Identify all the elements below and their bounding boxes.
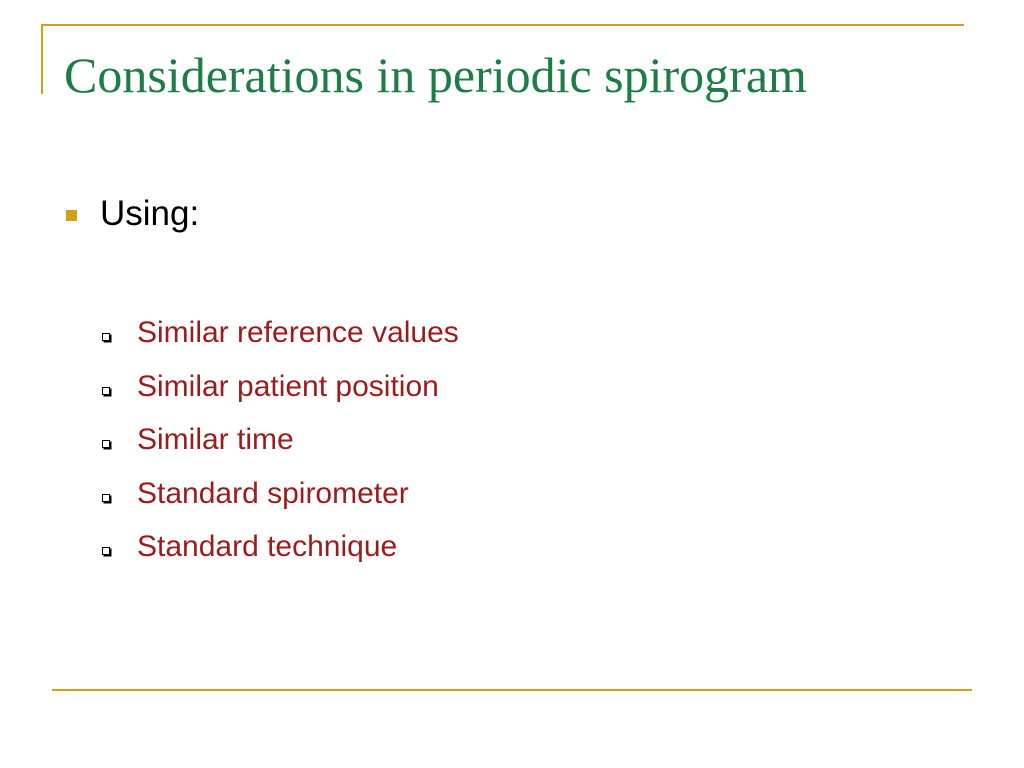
bottom-accent-line [52,689,972,691]
sub-bullet-text: Similar time [137,423,294,456]
hollow-square-bullet-icon [102,387,110,395]
sub-bullet-text: Standard technique [137,530,398,563]
sub-bullet-text: Standard spirometer [137,476,409,510]
sub-bullet-text: Similar patient position [137,369,439,403]
hollow-square-bullet-icon [102,333,110,341]
square-bullet-icon [66,210,77,221]
main-bullet-text: Using: [100,194,200,233]
hollow-square-bullet-icon [102,440,110,448]
left-accent-line [41,24,43,94]
slide-title: Considerations in periodic spirogram [64,47,807,103]
hollow-square-bullet-icon [102,494,110,502]
hollow-square-bullet-icon [102,547,110,555]
sub-bullet-text: Similar reference values [137,316,459,349]
top-accent-line [41,24,964,26]
